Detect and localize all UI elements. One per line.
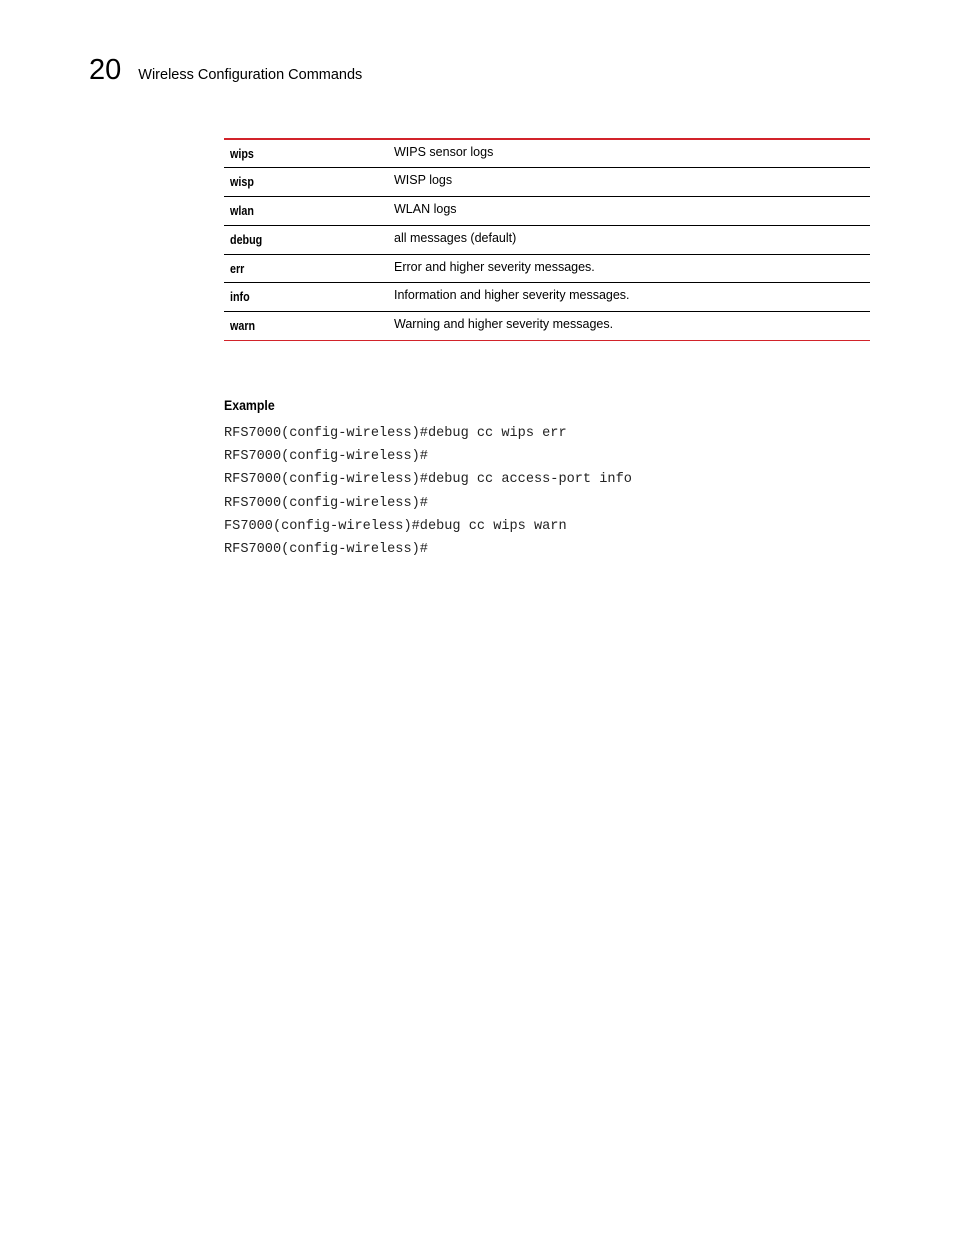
page-header <box>89 54 362 86</box>
code-line: RFS7000(config-wireless)#debug cc access-port info <box>224 472 632 488</box>
code-line: RFS7000(config-wireless)# <box>224 542 428 558</box>
table-row <box>224 254 870 283</box>
param-description: WISP logs <box>394 173 453 188</box>
table-row <box>224 139 870 168</box>
chapter-title: Wireless Configuration Commands <box>138 67 363 83</box>
code-line: RFS7000(config-wireless)# <box>224 449 428 465</box>
param-name: info <box>230 290 250 305</box>
table-row <box>224 283 870 312</box>
param-name: err <box>230 261 245 276</box>
example-heading: Example <box>224 397 275 413</box>
parameter-table <box>224 138 870 341</box>
param-description: WLAN logs <box>394 202 457 217</box>
param-description: Error and higher severity messages. <box>394 259 595 274</box>
param-name: wisp <box>230 175 254 190</box>
param-description: Warning and higher severity messages. <box>394 317 614 332</box>
table-row <box>224 197 870 226</box>
code-line: FS7000(config-wireless)#debug cc wips warn <box>224 518 567 534</box>
table-row <box>224 312 870 341</box>
param-description: all messages (default) <box>394 230 517 245</box>
table-row <box>224 225 870 254</box>
example-code-block <box>224 422 632 561</box>
param-description: WIPS sensor logs <box>394 145 494 159</box>
param-description: Information and higher severity messages. <box>394 288 630 303</box>
param-name: wips <box>230 147 254 161</box>
table-row <box>224 168 870 197</box>
param-name: wlan <box>230 204 254 219</box>
code-line: RFS7000(config-wireless)# <box>224 495 428 511</box>
chapter-number: 20 <box>89 54 122 86</box>
param-name: debug <box>230 232 263 247</box>
code-line: RFS7000(config-wireless)#debug cc wips err <box>224 426 567 441</box>
param-name: warn <box>230 319 256 334</box>
